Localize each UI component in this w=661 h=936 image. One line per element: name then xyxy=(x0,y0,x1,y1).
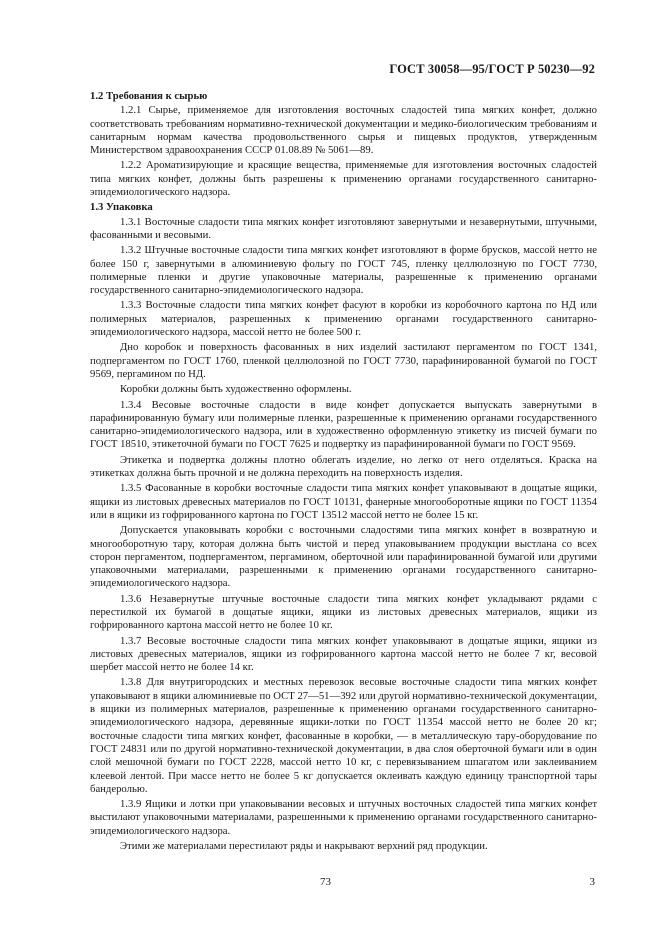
paragraph-1-3-1: 1.3.1 Восточные сладости типа мягких конфет изготовляют завернутыми и незавернутыми, штучными, фасованными и весовыми. xyxy=(90,215,597,241)
paragraph-1-3-5-returnable: Допускается упаковывать коробки с восточными сладостями типа мягких конфет в возвратную и многооборотную тару, которая должна быть чистой и перед упаковыванием продукции выстлана со всех сторон пергаментом, подпергаментом, пергамином, оберточной или парафинированной бумагой или другими упаковочными материалами, разрешенными к применению органами государственного санитарно-эпидемиологического надзора. xyxy=(90,524,597,590)
paragraph-1-3-3-bottom: Дно коробок и поверхность фасованных в них изделий застилают пергаментом по ГОСТ 1341, подпергаментом по ГОСТ 1760, пленкой целлюлозной по ГОСТ 7730, парафинированной бумагой по ГОСТ 9569, пергамином по НД. xyxy=(90,341,597,380)
page-number: 73 xyxy=(320,876,331,888)
paragraph-1-3-9: 1.3.9 Ящики и лотки при упаковывании весовых и штучных восточных сладостей типа мягких конфет выстилают упаковочными материалами, разрешенными к применению органами государственного санитарно-эпидемиологического надзора. xyxy=(90,798,597,837)
document-body xyxy=(90,90,597,855)
paragraph-1-3-9-rows: Этими же материалами перестилают ряды и накрывают верхний ряд продукции. xyxy=(120,840,488,853)
paragraph-1-3-4-label: Этикетка и подвертка должны плотно облегать изделие, но легко от него отделяться. Краска на этикетках должна быть прочной и не должна переходить на поверхность изделия. xyxy=(90,453,597,480)
paragraph-1-3-2: 1.3.2 Штучные восточные сладости типа мягких конфет изготовляют в форме брусков, массой нетто не более 150 г, завернутыми в алюминиевую фольгу по ГОСТ 745, пленку целлюлозную по ГОСТ 7730, полимерные пленки и другие упаковочные материалы, разрешенные к применению органами государственного санитарно-эпидемиологического надзора. xyxy=(90,244,597,297)
paragraph-1-3-8: 1.3.8 Для внутригородских и местных перевозок весовые восточные сладости типа мягких конфет упаковывают в ящики алюминиевые по ОСТ 27—51—392 или другой нормативно-технической документации, в ящики из полимерных материалов, разрешенные к применению органами государственного санитарно-эпидемиологического надзора, деревянные ящики-лотки по ГОСТ 11354 массой нетто не более 20 кг; восточные сладости типа мягких конфет, фасованные в коробки, — в металлическую тару-оборудование по ГОСТ 24831 или по другой нормативно-технической документации, в два слоя оберточной бумаги или в один слой мешочной бумаги по ГОСТ 2228, массой нетто 10 кг, с перевязыванием шпагатом или заклеиванием клеевой лентой. При массе нетто не более 5 кг допускается оклеивать каждую единицу транспортной тары бандеролью. xyxy=(90,676,597,795)
paragraph-1-3-7: 1.3.7 Весовые восточные сладости типа мягких конфет упаковывают в дощатые ящики, ящики из листовых древесных материалов, ящики из гофрированного картона массой нетто не более 7 кг, весовой шербет массой нетто не более 14 кг. xyxy=(90,634,597,674)
section-heading-1-3: 1.3 Упаковка xyxy=(90,201,153,214)
paragraph-1-3-4: 1.3.4 Весовые восточные сладости в виде конфет допускается выпускать завернутыми в парафинированную бумагу или полимерные пленки, разрешенные к применению органами государственного санитарно-эпидемиологического надзора, или в художественно оформленную этикетку из писчей бумаги по ГОСТ 18510, этикеточной бумаги по ГОСТ 7625 и подвертку из парафинированной бумаги по ГОСТ 9569. xyxy=(90,398,597,451)
paragraph-1-2-1: 1.2.1 Сырье, применяемое для изготовления восточных сладостей типа мягких конфет, должно соответствовать требованиям нормативно-технической документации и медико-биологическим требованиям и санитарным нормам качества продовольственного сырья и пищевых продуктов, утвержденным Министерством здравоохранения СССР 01.08.89 № 5061—89. xyxy=(90,104,597,157)
paragraph-1-3-6: 1.3.6 Незавернутые штучные восточные сладости типа мягких конфет укладывают рядами с перестилкой их бумагой в дощатые ящики, ящики из листовых древесных материалов, ящики из гофрированного картона массой нетто не более 10 кг. xyxy=(90,592,597,632)
paragraph-1-3-3-design: Коробки должны быть художественно оформлены. xyxy=(120,383,352,396)
paragraph-1-2-2: 1.2.2 Ароматизирующие и красящие вещества, применяемые для изготовления восточных сладостей типа мягких конфет, должны быть разрешены к применению органами государственного санитарно-эпидемиологического надзора. xyxy=(90,159,597,199)
section-heading-1-2: 1.2 Требования к сырью xyxy=(90,90,208,102)
standard-header: ГОСТ 30058—95/ГОСТ Р 50230—92 xyxy=(389,62,595,76)
paragraph-1-3-3: 1.3.3 Восточные сладости типа мягких конфет фасуют в коробки из коробочного картона по НД или полимерных материалов, разрешенных к применению органами государственного санитарно-эпидемиологического надзора, массой нетто не более 500 г. xyxy=(90,299,597,339)
sheet-number: 3 xyxy=(589,876,595,888)
paragraph-1-3-5: 1.3.5 Фасованные в коробки восточные сладости типа мягких конфет упаковывают в дощатые ящики, ящики из листовых древесных материалов по ГОСТ 10131, фанерные многооборотные ящики по ГОСТ 11354 или в ящики из гофрированного картона по ГОСТ 13512 массой нетто не более 15 кг. xyxy=(90,482,597,521)
